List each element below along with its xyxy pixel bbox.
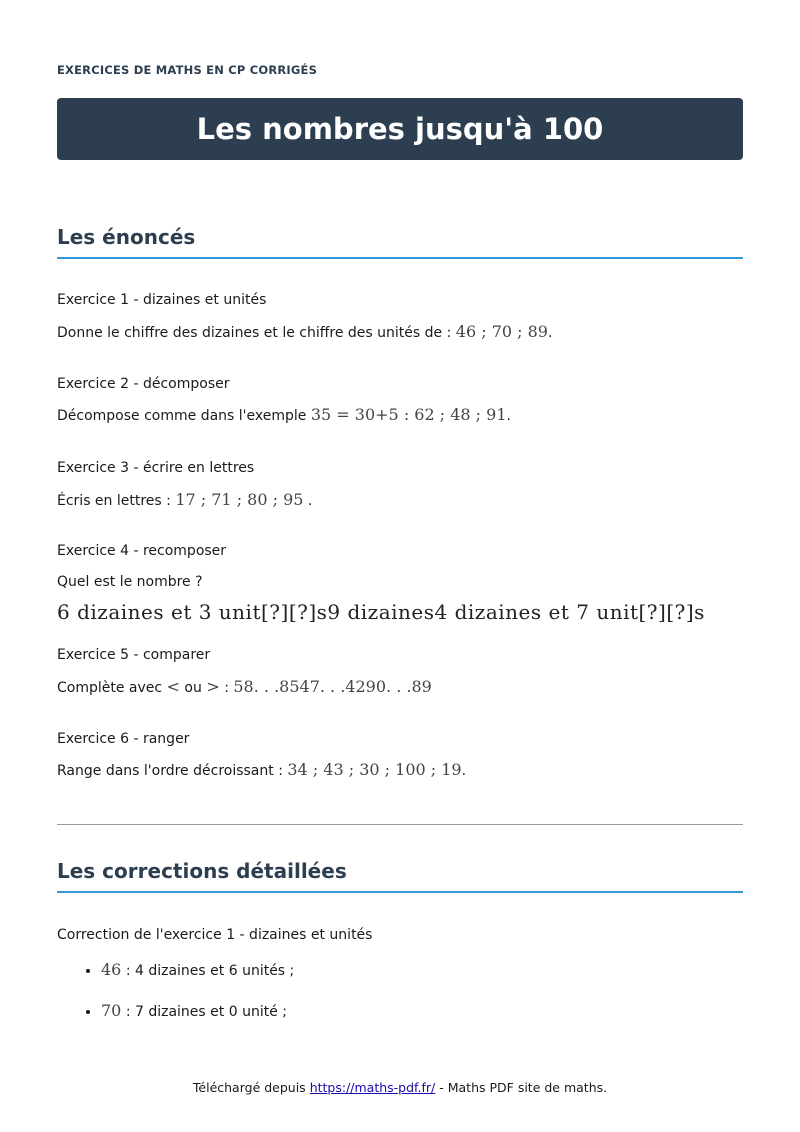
exercise-6-math: 34 ; 43 ; 30 ; 100 ; 19 bbox=[287, 760, 462, 779]
greater-than-symbol: > bbox=[206, 677, 220, 696]
correction-item-math: 70 bbox=[101, 1001, 122, 1020]
exercise-2-period: . bbox=[506, 408, 511, 424]
title-banner bbox=[57, 98, 743, 160]
exercise-6-text: Range dans l'ordre décroissant : bbox=[57, 763, 283, 779]
correction-1-list bbox=[57, 960, 294, 1042]
exercise-6-period: . bbox=[461, 763, 467, 779]
exercise-2-text: Décompose comme dans l'exemple bbox=[57, 408, 307, 424]
correction-1-heading: Correction de l'exercice 1 - dizaines et unités bbox=[57, 927, 373, 943]
list-item bbox=[101, 960, 294, 979]
exercise-5-heading: Exercice 5 - comparer bbox=[57, 647, 211, 663]
exercise-2-statement bbox=[57, 405, 511, 424]
exercise-4-statement bbox=[57, 600, 743, 624]
correction-item-text: : 7 dizaines et 0 unité ; bbox=[125, 1004, 287, 1020]
exercise-4-text: Quel est le nombre ? bbox=[57, 574, 203, 590]
exercise-4-math: 6 dizaines et 3 unit[?][?]s9 dizaines4 dizaines et 7 unit[?][?]s bbox=[57, 600, 705, 624]
exercise-5-statement bbox=[57, 677, 432, 696]
correction-item-math: 46 bbox=[101, 960, 122, 979]
exercise-3-heading: Exercice 3 - écrire en lettres bbox=[57, 460, 255, 476]
document-kicker: EXERCICES DE MATHS EN CP CORRIGÉS bbox=[57, 63, 318, 77]
exercise-1-period: . bbox=[547, 325, 553, 341]
exercise-1-text: Donne le chiffre des dizaines et le chiffre des unités de : bbox=[57, 325, 452, 341]
section-title-enonces: Les énoncés bbox=[57, 225, 743, 259]
footer bbox=[0, 1080, 800, 1095]
section-title-corrections: Les corrections détaillées bbox=[57, 859, 743, 893]
footer-suffix: - Maths PDF site de maths. bbox=[439, 1080, 608, 1095]
footer-prefix: Téléchargé depuis bbox=[192, 1080, 306, 1095]
exercise-5-text-a: Complète avec bbox=[57, 680, 163, 696]
exercise-1-statement bbox=[57, 322, 552, 341]
exercise-5-math: 58. . .8547. . .4290. . .89 bbox=[233, 677, 432, 696]
list-item bbox=[101, 1001, 294, 1020]
exercise-3-period: . bbox=[307, 493, 313, 509]
exercise-3-math: 17 ; 71 ; 80 ; 95 bbox=[175, 490, 304, 509]
exercise-5-text-b: ou bbox=[184, 680, 202, 696]
exercise-3-statement bbox=[57, 490, 312, 509]
exercise-6-statement bbox=[57, 760, 466, 779]
page-title: Les nombres jusqu'à 100 bbox=[196, 112, 604, 146]
exercise-2-math: 35 = 30+5 : 62 ; 48 ; 91 bbox=[310, 405, 507, 424]
section-divider bbox=[57, 824, 743, 825]
exercise-6-heading: Exercice 6 - ranger bbox=[57, 731, 190, 747]
exercise-1-heading: Exercice 1 - dizaines et unités bbox=[57, 292, 267, 308]
exercise-5-text-c: : bbox=[224, 680, 229, 696]
exercise-3-text: Écris en lettres : bbox=[57, 493, 171, 509]
exercise-2-heading: Exercice 2 - décomposer bbox=[57, 376, 230, 392]
correction-item-text: : 4 dizaines et 6 unités ; bbox=[125, 963, 295, 979]
exercise-1-math: 46 ; 70 ; 89 bbox=[455, 322, 548, 341]
footer-link[interactable]: https://maths-pdf.fr/ bbox=[309, 1080, 436, 1095]
less-than-symbol: < bbox=[166, 677, 180, 696]
exercise-4-heading: Exercice 4 - recomposer bbox=[57, 543, 227, 559]
